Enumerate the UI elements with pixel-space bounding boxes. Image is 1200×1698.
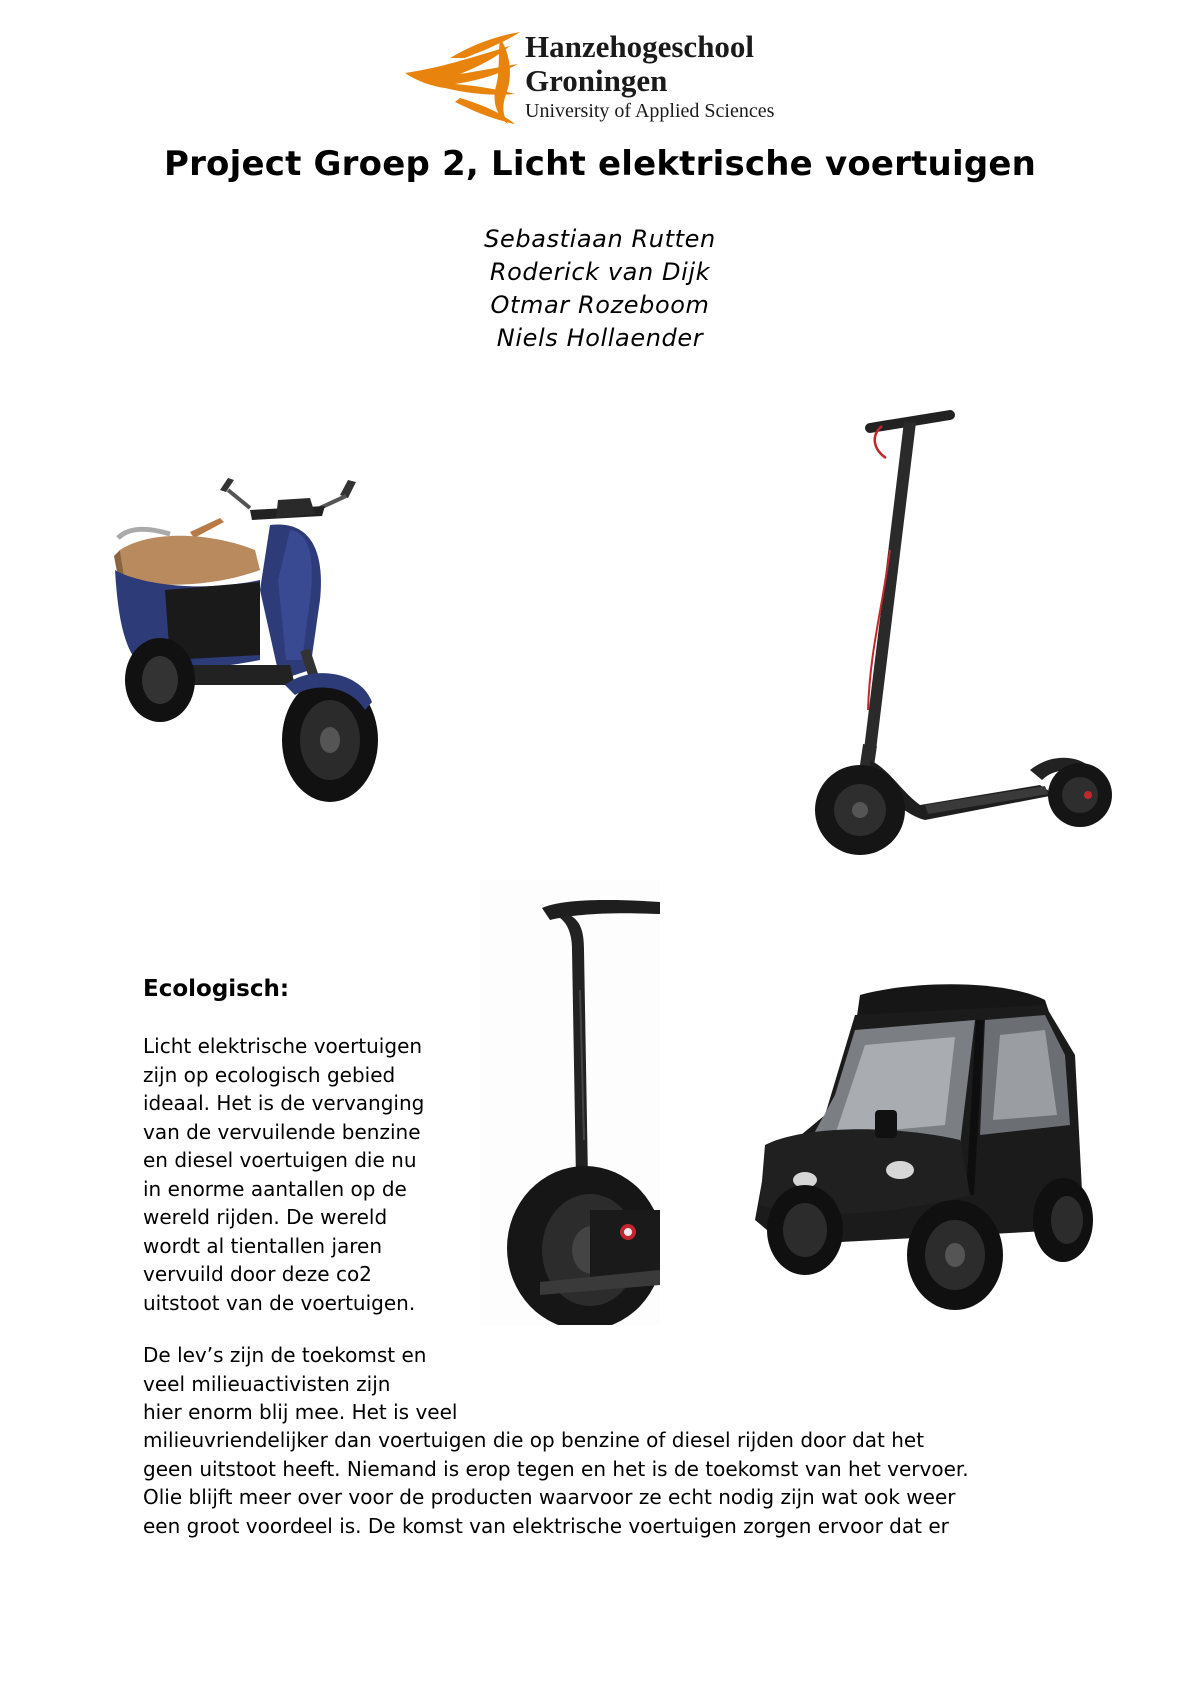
text-line: wordt al tientallen jaren	[143, 1233, 383, 1258]
paragraph-ecologisch-1	[143, 1032, 483, 1317]
text-line: wereld rijden. De wereld	[143, 1205, 388, 1229]
text-line: De lev’s zijn de toekomst en	[143, 1343, 427, 1367]
text-line: ideaal. Het is de vervanging	[143, 1091, 425, 1115]
author-2: Roderick van Dijk	[489, 258, 711, 286]
text-line: geen uitstoot heeft. Niemand is erop tegen en het is de toekomst van het vervoer.	[143, 1456, 969, 1481]
text-line: zijn op ecologisch gebied	[143, 1062, 396, 1087]
electric-moped-image	[110, 470, 430, 830]
section-heading: Ecologisch:	[143, 976, 290, 1002]
page-title: Project Groep 2, Licht elektrische voertuigen	[163, 144, 1037, 184]
text-line: veel milieuactivisten zijn	[143, 1371, 391, 1396]
text-line: in enorme aantallen op de	[143, 1176, 407, 1201]
logo-line-3: University of Applied Sciences	[525, 100, 775, 122]
institution-name	[525, 30, 774, 124]
paragraph-ecologisch-3	[143, 1426, 1063, 1540]
text-line: hier enorm blij mee. Het is veel	[143, 1400, 458, 1424]
electric-kick-scooter-image	[810, 410, 1120, 870]
author-list	[0, 223, 1200, 355]
text-line: uitstoot van de voertuigen.	[143, 1290, 416, 1315]
author-4: Niels Hollaender	[496, 324, 704, 352]
electric-microcar-image	[745, 975, 1120, 1360]
text-line: milieuvriendelijker dan voertuigen die op benzine of diesel rijden door dat het	[143, 1428, 925, 1452]
text-line: en diesel voertuigen die nu	[143, 1148, 417, 1172]
text-line: van de vervuilende benzine	[143, 1119, 421, 1144]
paragraph-ecologisch-2	[143, 1341, 483, 1427]
author-3: Otmar Rozeboom	[490, 291, 710, 319]
text-line: een groot voordeel is. De komst van elektrische voertuigen zorgen ervoor dat er	[143, 1513, 949, 1538]
text-line: Olie blijft meer over voor de producten waarvoor ze echt nodig zijn wat ook weer	[143, 1485, 956, 1509]
text-line: Licht elektrische voertuigen	[143, 1034, 423, 1058]
segway-image	[480, 880, 660, 1325]
logo-line-2: Groningen	[525, 63, 668, 98]
author-1: Sebastiaan Rutten	[484, 225, 716, 253]
text-line: vervuild door deze co2	[143, 1262, 372, 1286]
logo-line-1: Hanzehogeschool	[525, 29, 755, 64]
